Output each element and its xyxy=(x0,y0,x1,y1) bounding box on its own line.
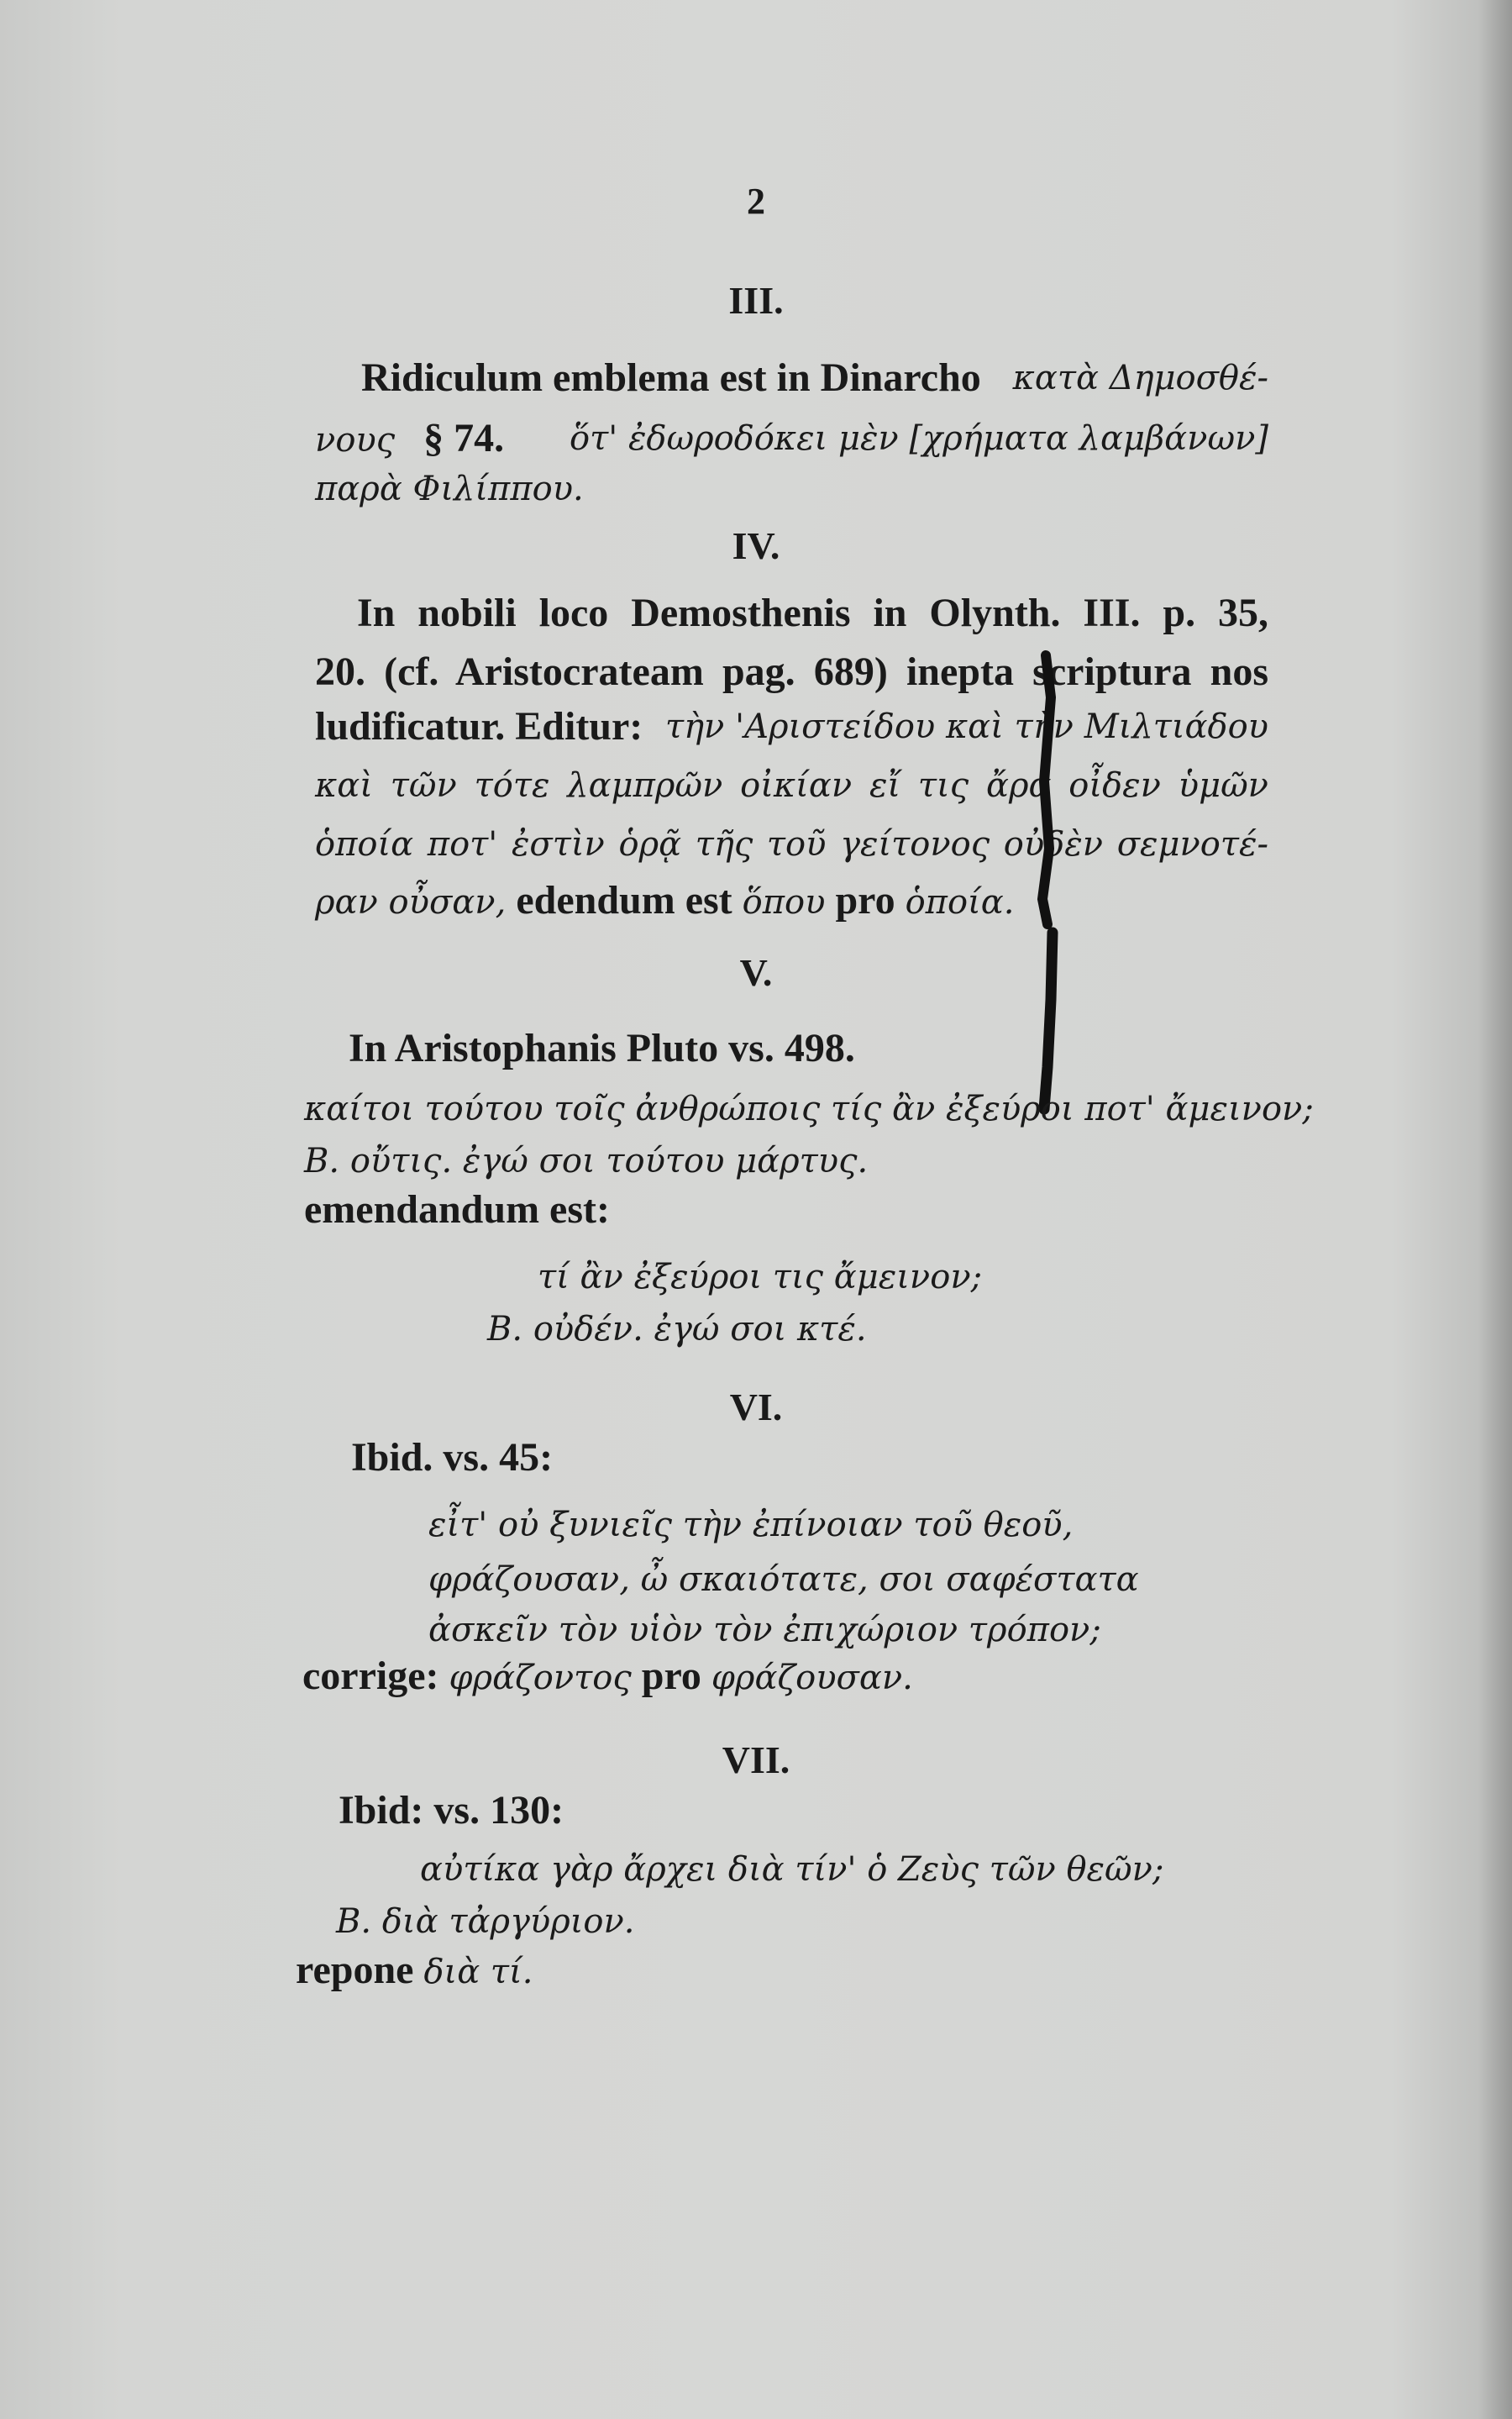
text-greek: ὁποία. xyxy=(905,883,1015,922)
text-latin: corrige: xyxy=(302,1654,439,1698)
text-latin: Ridiculum emblema est in Dinarcho xyxy=(361,355,981,400)
text-greek: ραν οὖσαν, xyxy=(315,883,507,922)
text-greek: διὰ τί. xyxy=(423,1953,533,1991)
section-vi-line-2: εἶτ' οὐ ξυνιεῖς τὴν ἐπίνοιαν τοῦ θεοῦ, xyxy=(428,1506,1074,1544)
section-iii-line-2 xyxy=(315,413,1268,465)
section-iv-line-4: καὶ τῶν τότε λαμπρῶν οἰκίαν εἴ τις ἄρα οἶδεν ὑμῶν xyxy=(315,766,1268,805)
scan-scratch-mark xyxy=(1029,647,1079,1117)
section-vi-line-1: Ibid. vs. 45: xyxy=(351,1435,554,1480)
section-v-line-3: B. οὔτις. ἐγώ σοι τούτου μάρτυς. xyxy=(304,1142,869,1181)
text-latin: § 74. xyxy=(423,416,505,460)
section-heading-vii: VII. xyxy=(722,1738,790,1781)
text-greek: φράζοντος xyxy=(449,1659,632,1697)
section-vii-line-2: αὐτίκα γὰρ ἄρχει διὰ τίν' ὁ Ζεὺς τῶν θεῶν; xyxy=(420,1850,1164,1889)
section-vi-line-5 xyxy=(302,1651,913,1703)
section-iv-line-2: 20. (cf. Aristocrateam pag. 689) inepta scriptura nos xyxy=(315,649,1268,694)
section-iv-line-5: ὁποία ποτ' ἐστὶν ὁρᾷ τῆς τοῦ γείτονος οὐδὲν σεμνοτέ- xyxy=(315,825,1268,864)
section-vi-line-4: ἀσκεῖν τὸν υἱὸν τὸν ἐπιχώριον τρόπον; xyxy=(428,1611,1101,1649)
section-iv-line-1: In nobili loco Demosthenis in Olynth. III. p. 35, xyxy=(357,591,1268,635)
text-greek: τὴν 'Αριστείδου καὶ τὴν Μιλτιάδου xyxy=(664,707,1268,746)
section-heading-iii: III. xyxy=(728,279,784,322)
section-heading-iv: IV. xyxy=(732,524,780,567)
text-latin: ludificatur. Editur: xyxy=(315,704,643,749)
section-iv-line-3 xyxy=(315,702,1268,752)
text-latin: repone xyxy=(296,1948,414,1992)
section-vi-line-3: φράζουσαν, ὦ σκαιότατε, σοι σαφέστατα xyxy=(428,1560,1139,1599)
section-vii-line-4 xyxy=(296,1945,533,1997)
text-greek: φράζουσαν. xyxy=(711,1659,913,1697)
section-v-line-5: τί ἂν ἐξεύροι τις ἄμεινον; xyxy=(538,1258,983,1296)
page-number: 2 xyxy=(747,181,765,222)
section-v-line-4: emendandum est: xyxy=(304,1187,611,1232)
text-greek: νους xyxy=(315,421,396,460)
text-latin: edendum est xyxy=(516,878,732,923)
section-iii-line-1 xyxy=(361,353,1268,403)
section-vii-line-1: Ibid: vs. 130: xyxy=(339,1788,564,1833)
section-iv-line-6 xyxy=(315,876,1014,928)
section-vii-line-3: B. διὰ τἀργύριον. xyxy=(336,1902,635,1941)
text-latin: pro xyxy=(641,1654,701,1698)
section-heading-v: V. xyxy=(739,951,773,994)
text-latin: pro xyxy=(835,878,895,923)
section-v-line-1: In Aristophanis Pluto vs. 498. xyxy=(349,1026,855,1070)
section-heading-vi: VI. xyxy=(729,1386,783,1428)
text-greek: ὅπου xyxy=(742,883,826,922)
page-edge-shadow xyxy=(1478,0,1512,2419)
text-greek: κατὰ Δημοσθέ- xyxy=(1012,359,1268,397)
section-iii-line-3: παρὰ Φιλίππου. xyxy=(315,470,584,508)
section-v-line-6: B. οὐδέν. ἐγώ σοι κτέ. xyxy=(487,1310,867,1349)
section-v-line-2: καίτοι τούτου τοῖς ἀνθρώποις τίς ἂν ἐξεύροι ποτ' ἄμεινον; xyxy=(304,1090,1314,1128)
text-greek: ὅτ' ἐδωροδόκει μὲν [χρήματα λαμβάνων] xyxy=(570,419,1268,458)
